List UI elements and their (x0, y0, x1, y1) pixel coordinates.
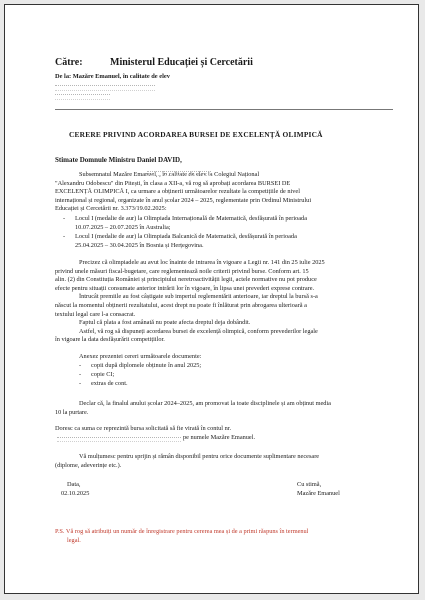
paragraph-line: alin. (2) din Constituția României și principiului neretroactivității legii, actele normative nu pot produce (55, 276, 317, 284)
redacted-contact-line (55, 94, 110, 100)
paragraph-request (55, 171, 393, 214)
paragraph-line: Declar că, la finalul anului școlar 2024–2025, am promovat la toate disciplinele și am obținut media (79, 400, 331, 407)
paragraph-line: efecte pentru situații consumate anterior intrării lor în vigoare, în lipsa unei prevederi exprese contrare. (55, 284, 315, 292)
attachments-intro: Anexez prezentei cereri următoarele documente: (79, 353, 202, 360)
achievement-line: 10.07.2025 – 20.07.2025 în Australia; (75, 223, 171, 231)
dash-bullet: - (79, 380, 82, 387)
dash-bullet: - (63, 233, 66, 240)
redacted-address-line (55, 85, 155, 91)
signatory-name: Mazăre Emanuel (297, 490, 340, 497)
date-value: 02.10.2025 (61, 490, 90, 497)
paragraph-line: "Alexandru Odobescu" din Pitești, în clasa a XII-a, vă rog să aprobați acordarea BURSEI DE (55, 179, 291, 187)
paragraph-line: Vă mulțumesc pentru sprijin și rămân disponibil pentru orice documente suplimentare necesare (79, 453, 320, 460)
paragraph-line: în vigoare la data desfășurării competițiilor. (55, 336, 165, 344)
paragraph-grades (55, 400, 393, 417)
paragraph-legal (55, 259, 393, 345)
paragraph-line: internațional și regional, organizate în anul școlar 2024 – 2025, reglementate prin Ordinul Ministrului (55, 196, 312, 204)
attachment-label: copii după diplomele obținute în anul 2025; (91, 362, 202, 369)
achievement-line: Locul I (medalie de aur) la Olimpiada Internațională de Matematică, desfășurată în perioada (75, 215, 308, 222)
paragraph-line: privind unele măsuri fiscal-bugetare, care reglementează noile criterii privind burse. Conform art. 15 (55, 267, 309, 275)
recipient-name: Ministerul Educației și Cercetării (110, 57, 253, 68)
paragraph-line: Astfel, vă rog să dispuneți acordarea bursei de excelență olimpică, conform prevederilor legale (79, 327, 318, 335)
attachment-label: copie CI; (91, 371, 115, 378)
paragraph-line: Subsemnatul Mazăre Emanuel, , în calitate de elev la Colegiul Național (79, 171, 260, 178)
salutation: Stimate Domnule Ministru Daniel DAVID, (55, 156, 182, 164)
paragraph-line: născut la momentul obținerii rezultatului, acest drept nu poate fi înlăturat prin abrogarea ulterioară a (55, 301, 307, 309)
dash-bullet: - (79, 362, 82, 369)
achievement-item (63, 215, 393, 233)
postscript-line: P.S. Vă rog să atribuiți un număr de înregistrare pentru cererea mea și de a primi răspuns în termenul (55, 528, 309, 535)
paragraph-line: Educației și Cercetării nr. 3.373/19.02.2025: (55, 205, 167, 213)
paragraph-line: Faptul că plata a fost amânată nu poate afecta dreptul deja dobândit. (79, 319, 251, 327)
attachment-label: extras de cont. (91, 380, 128, 387)
paragraph-line: Întrucât premiile au fost câștigate sub imperiul reglementării anterioare, iar dreptul la bursă s-a (79, 293, 318, 301)
attachment-item (79, 362, 379, 371)
redacted-personal-id (147, 171, 211, 176)
dash-bullet: - (63, 215, 66, 222)
paragraph-line: 10 la purtare. (55, 408, 89, 416)
redacted-account-number (57, 437, 181, 442)
document-title: CERERE PRIVIND ACORDAREA BURSEI DE EXCELENȚĂ OLIMPICĂ (69, 130, 323, 139)
achievement-line: 25.04.2025 – 30.04.2025 în Bosnia și Herțegovina. (75, 241, 204, 249)
postscript-note (55, 528, 308, 545)
paragraph-line: (diplome, adeverințe etc.). (55, 461, 122, 469)
attachment-item (79, 371, 379, 380)
date-label: Data, (67, 481, 81, 488)
recipient-label: Către: (55, 57, 83, 68)
paragraph-line: Doresc ca suma ce reprezintă bursa solicitată să fie virată în contul nr. (55, 425, 232, 432)
paragraph-thanks (55, 453, 393, 470)
divider-line (55, 109, 393, 110)
closing-text: Cu stimă, (297, 481, 322, 488)
postscript-line: legal. (67, 536, 81, 544)
attachment-item (79, 380, 379, 389)
sender-line: De la: Mazăre Emanuel, în calitate de elev (55, 73, 170, 80)
achievement-item (63, 233, 393, 251)
paragraph-line: Precizez că olimpiadele au avut loc înainte de intrarea în vigoare a Legii nr. 141 din 25 iulie 2025 (79, 259, 325, 266)
paragraph-line: pe numele Mazăre Emanuel. (183, 433, 256, 441)
document-page (4, 4, 419, 594)
dash-bullet: - (79, 371, 82, 378)
paragraph-line: EXCELENȚĂ OLIMPICĂ I, ca urmare a obținerii următoarelor rezultate la competițiile de nivel (55, 188, 300, 196)
paragraph-line: textului legal care l-a consacrat. (55, 310, 136, 318)
achievement-line: Locul I (medalie de aur) la Olimpiada Balcanică de Matematică, desfășurată în perioada (75, 233, 297, 240)
